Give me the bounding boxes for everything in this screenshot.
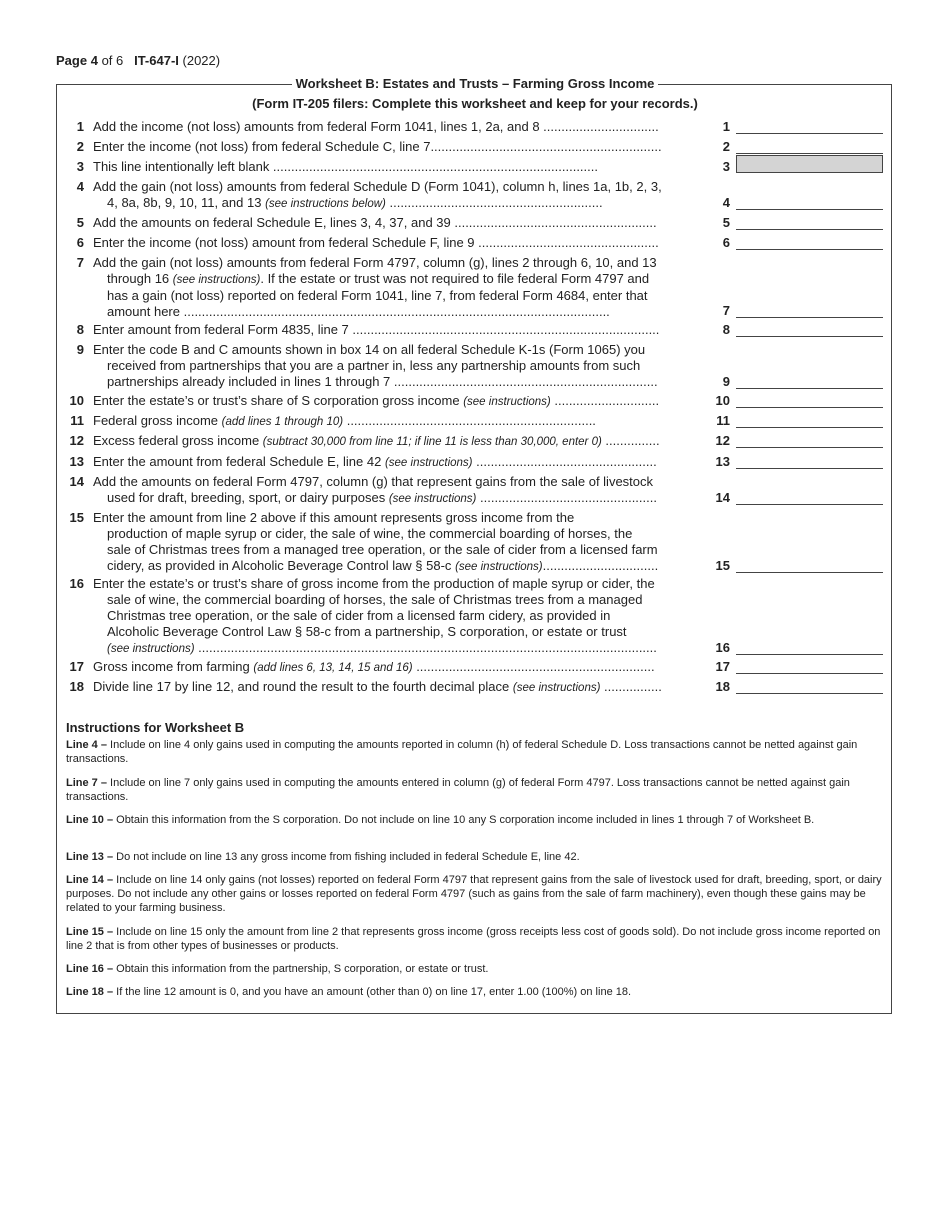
- line-description: Enter the income (not loss) from federal Schedule C, line 7................................................................: [93, 139, 662, 154]
- instruction-item: [66, 813, 884, 827]
- line-ref-number: 16: [715, 640, 730, 655]
- line-number: 17: [69, 659, 84, 674]
- line-description: Enter the estate’s or trust’s share of gross income from the production of maple syrup or cider, the sale of wine, the commercial boarding of horses, the sale of Christmas trees from a managed Christmas tree operation, or the sale of cider from a licensed farm cidery, as provided in Alcoholic Beverage Control Law § 58-c from a partnership, S corporation, or estate or trust (see instructions) ...............................................................................................................................: [93, 576, 657, 655]
- line-description: Add the gain (not loss) amounts from federal Form 4797, column (g), lines 2 through 6, 10, and 13 through 16 (see instructions). If the estate or trust was not required to file federal Form 4797 and has a gain (not loss) reported on federal Form 1041, line 7, from federal Form 4684, enter that amount here ......................................................................................................................: [93, 255, 657, 319]
- instruction-label: Line 13 –: [66, 851, 114, 863]
- form-year: (2022): [182, 53, 221, 68]
- line-ref-number: 11: [716, 413, 730, 428]
- line-5-amount-field[interactable]: [736, 215, 883, 230]
- worksheet-line-3: [56, 159, 892, 175]
- worksheet-line-14: [56, 474, 892, 506]
- page-number: 4: [90, 53, 98, 68]
- line-10-amount-field[interactable]: [736, 393, 883, 408]
- line-15-amount-field[interactable]: [736, 558, 883, 573]
- instruction-label: Line 10 –: [66, 814, 114, 826]
- line-description: Add the income (not loss) amounts from federal Form 1041, lines 1, 2a, and 8 ................................: [93, 119, 659, 134]
- instruction-label: Line 7 –: [66, 777, 107, 789]
- instruction-label: Line 14 –: [66, 874, 114, 886]
- line-6-amount-field[interactable]: [736, 235, 883, 250]
- worksheet-line-9: [56, 342, 892, 390]
- worksheet-title: Worksheet B: Estates and Trusts – Farming Gross Income: [0, 76, 950, 91]
- line-14-amount-field[interactable]: [736, 490, 883, 505]
- worksheet-line-16: [56, 576, 892, 656]
- line-description: Add the amounts on federal Form 4797, column (g) that represent gains from the sale of livestock used for draft, breeding, sport, or dairy purposes (see instructions) .................................................: [93, 474, 657, 505]
- line-number: 18: [69, 679, 84, 694]
- line-number: 16: [69, 576, 84, 591]
- line-number: 3: [76, 159, 84, 174]
- instruction-label: Line 18 –: [66, 986, 114, 998]
- line-number: 13: [69, 454, 84, 469]
- line-description: This line intentionally left blank ..........................................................................................: [93, 159, 598, 174]
- page-label: Page: [56, 53, 88, 68]
- line-number: 4: [76, 179, 84, 194]
- line-number: 5: [76, 215, 84, 230]
- worksheet-line-15: [56, 510, 892, 574]
- line-number: 15: [69, 510, 84, 525]
- line-13-amount-field[interactable]: [736, 454, 883, 469]
- worksheet-line-2: [56, 139, 892, 155]
- worksheet-subtitle: (Form IT-205 filers: Complete this worksheet and keep for your records.): [252, 96, 698, 111]
- line-ref-number: 13: [715, 454, 730, 469]
- instruction-item: [66, 962, 884, 976]
- line-description: Add the amounts on federal Schedule E, lines 3, 4, 37, and 39 ........................................................: [93, 215, 657, 230]
- line-description: Enter the estate’s or trust’s share of S corporation gross income (see instructions) .............................: [93, 393, 660, 408]
- instruction-item: [66, 985, 884, 999]
- instruction-text: Include on line 4 only gains used in computing the amounts reported in column (h) of federal Schedule D. Loss transactions cannot be netted against gain transactions.: [66, 739, 858, 765]
- line-number: 9: [76, 342, 84, 357]
- instruction-label: Line 16 –: [66, 963, 114, 975]
- line-ref-number: 14: [715, 490, 730, 505]
- line-ref-number: 7: [722, 303, 730, 318]
- form-id: IT-647-I: [134, 53, 179, 68]
- instruction-text: Include on line 14 only gains (not losses) reported on federal Form 4797 that represent gains from the sale of livestock used for draft, breeding, sport, or dairy purposes. Do not include any other gains or losses reported on federal Form 4797 (such as gains from the sale of farm machinery), even though these gains may be related to your farming business.: [66, 874, 882, 914]
- line-ref-number: 6: [722, 235, 730, 250]
- worksheet-line-10: [56, 393, 892, 409]
- line-ref-number: 2: [722, 139, 730, 154]
- instruction-label: Line 15 –: [66, 926, 114, 938]
- line-ref-number: 12: [715, 433, 730, 448]
- line-number: 12: [69, 433, 84, 448]
- line-ref-number: 10: [715, 393, 730, 408]
- worksheet-line-8: [56, 322, 892, 338]
- line-description: Gross income from farming (add lines 6, 13, 14, 15 and 16) ..................................................................: [93, 659, 655, 674]
- line-ref-number: 9: [722, 374, 730, 389]
- line-number: 14: [69, 474, 84, 489]
- worksheet-line-7: [56, 255, 892, 319]
- line-ref-number: 1: [722, 119, 730, 134]
- worksheet-line-12: [56, 433, 892, 449]
- instruction-text: If the line 12 amount is 0, and you have an amount (other than 0) on line 17, enter 1.00 (100%) on line 18.: [113, 986, 632, 998]
- line-description: Enter amount from federal Form 4835, line 7 .....................................................................................: [93, 322, 660, 337]
- line-ref-number: 17: [715, 659, 730, 674]
- page-of: of 6: [101, 53, 124, 68]
- line-description: Federal gross income (add lines 1 through 10) .....................................................................: [93, 413, 596, 428]
- line-8-amount-field[interactable]: [736, 322, 883, 337]
- line-1-amount-field[interactable]: [736, 119, 883, 134]
- line-description: Add the gain (not loss) amounts from federal Schedule D (Form 1041), column h, lines 1a, 1b, 2, 3, 4, 8a, 8b, 9, 10, 11, and 13 (see instructions below) ...........................................................: [93, 179, 662, 210]
- line-ref-number: 3: [722, 159, 730, 174]
- line-number: 1: [76, 119, 84, 134]
- line-ref-number: 18: [715, 679, 730, 694]
- line-description: Enter the amount from federal Schedule E, line 42 (see instructions) ..................................................: [93, 454, 657, 469]
- line-12-amount-field[interactable]: [736, 433, 883, 448]
- line-number: 8: [76, 322, 84, 337]
- worksheet-line-11: [56, 413, 892, 429]
- line-ref-number: 8: [722, 322, 730, 337]
- instruction-text: Obtain this information from the S corporation. Do not include on line 10 any S corporation income included in lines 1 through 7 of Worksheet B.: [113, 814, 815, 826]
- worksheet-line-4: [56, 179, 892, 211]
- instruction-item: [66, 738, 884, 766]
- line-ref-number: 4: [722, 195, 730, 210]
- instruction-text: Include on line 15 only the amount from line 2 that represents gross income (gross receipts less cost of goods sold). Do not include gross income reported on line 2 that is from other types of businesses or products.: [66, 926, 881, 952]
- line-9-amount-field[interactable]: [736, 374, 883, 389]
- line-description: Enter the code B and C amounts shown in box 14 on all federal Schedule K-1s (Form 1065) you received from partnerships that you are a partner in, less any partnership amounts from such partnerships already included in lines 1 through 7 .........................................................................: [93, 342, 658, 389]
- instruction-text: Obtain this information from the partnership, S corporation, or estate or trust.: [113, 963, 489, 975]
- line-7-amount-field[interactable]: [736, 303, 883, 318]
- page-header: [56, 53, 220, 68]
- line-description: Excess federal gross income (subtract 30,000 from line 11; if line 11 is less than 30,000, enter 0) ...............: [93, 433, 660, 448]
- instruction-text: Do not include on line 13 any gross income from fishing included in federal Schedule E, line 42.: [113, 851, 580, 863]
- line-description: Enter the amount from line 2 above if this amount represents gross income from the production of maple syrup or cider, the sale of wine, the commercial boarding of horses, the sale of Christmas trees from a managed tree operation, or the sale of cider from a licensed farm cidery, as provided in Alcoholic Beverage Control law § 58-c (see instructions)................................: [93, 510, 659, 573]
- worksheet-line-17: [56, 659, 892, 675]
- line-ref-number: 5: [722, 215, 730, 230]
- worksheet-line-6: [56, 235, 892, 251]
- line-3-amount-field: [736, 155, 883, 173]
- line-16-amount-field[interactable]: [736, 640, 883, 655]
- worksheet-line-1: [56, 119, 892, 135]
- line-number: 10: [69, 393, 84, 408]
- instruction-label: Line 4 –: [66, 739, 107, 751]
- instruction-text: Include on line 7 only gains used in computing the amounts entered in column (g) of federal Form 4797. Loss transactions cannot be netted against gain transactions.: [66, 777, 850, 803]
- line-number: 11: [70, 413, 84, 428]
- line-number: 2: [76, 139, 84, 154]
- line-11-amount-field[interactable]: [736, 413, 883, 428]
- line-4-amount-field[interactable]: [736, 195, 883, 210]
- instruction-item: [66, 776, 884, 804]
- line-17-amount-field[interactable]: [736, 659, 883, 674]
- line-description: Enter the income (not loss) amount from federal Schedule F, line 9 ..................................................: [93, 235, 659, 250]
- line-18-amount-field[interactable]: [736, 679, 883, 694]
- line-number: 6: [76, 235, 84, 250]
- instruction-item: [66, 925, 884, 953]
- line-description: Divide line 17 by line 12, and round the result to the fourth decimal place (see instructions) ................: [93, 679, 662, 694]
- instructions-title: Instructions for Worksheet B: [66, 720, 245, 735]
- line-number: 7: [76, 255, 84, 270]
- worksheet-line-13: [56, 454, 892, 470]
- instruction-item: [66, 850, 884, 864]
- worksheet-line-5: [56, 215, 892, 231]
- line-2-amount-field[interactable]: [736, 139, 883, 154]
- instruction-item: [66, 873, 884, 915]
- worksheet-line-18: [56, 679, 892, 695]
- line-ref-number: 15: [715, 558, 730, 573]
